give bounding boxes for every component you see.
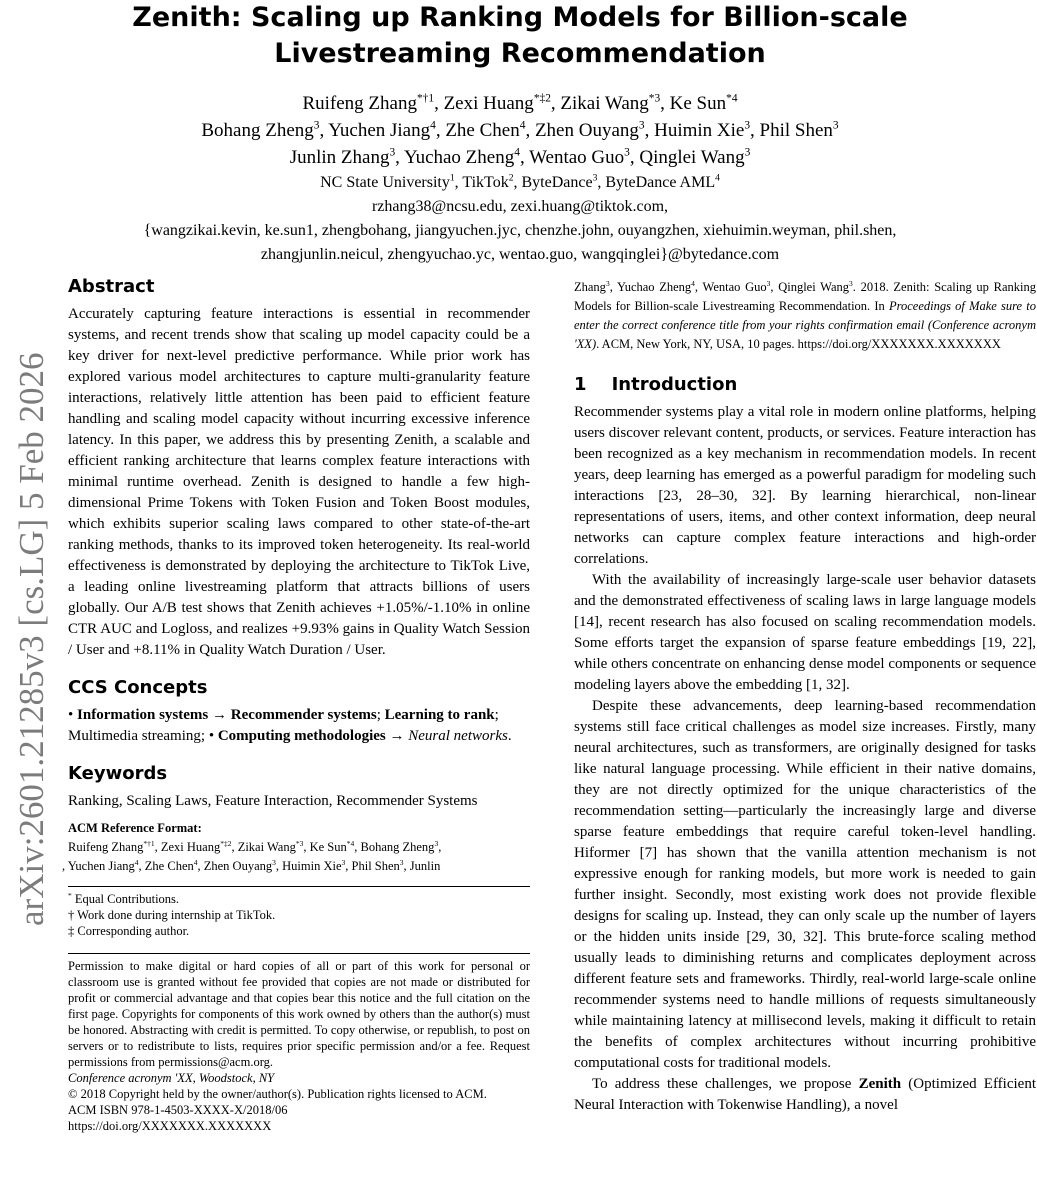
title-line-2: Livestreaming Recommendation (274, 38, 766, 69)
abstract-heading: Abstract (68, 276, 155, 297)
email-line-1: rzhang38@ncsu.edu, zexi.huang@tiktok.com, (371, 198, 669, 215)
author-line-1: Ruifeng Zhang$^{*\dagger 1}$, Zexi Huang$^{*\ddagger 2}$, Zikai Wang$^{*3}$, Ke Sun$^{*4}$ (302, 92, 738, 114)
permission-block (68, 958, 530, 1134)
author-list (100, 90, 940, 171)
ccs-heading: CCS Concepts (68, 677, 208, 698)
intro-paragraph-2: With the availability of increasingly large-scale user behavior datasets and the demonstrated effectiveness of scaling laws in large language models [14], recent research has also focused on scaling recommendation models. Some efforts target the expansion of sparse feature embeddings [19, 22], while others concentrate on enhancing dense model components or sequence modeling layers above the embedding [1, 32]. (574, 572, 1036, 693)
arxiv-identifier: arXiv:2601.21285v3 [cs.LG] 5 Feb 2026 (12, 352, 51, 926)
intro-paragraph-4: To address these challenges, we propose Zenith (Optimized Efficient Neural Interaction with Tokenwise Handling), a novel (574, 1076, 1036, 1113)
copyright-line: © 2018 Copyright held by the owner/author(s). Publication rights licensed to ACM. (68, 1087, 487, 1101)
conference-line: Conference acronym 'XX, Woodstock, NY (68, 1071, 275, 1085)
affiliation-line: NC State University$^1$, TikTok$^2$, ByteDance$^3$, ByteDance AML$^4$ (320, 172, 720, 191)
keywords-heading: Keywords (68, 763, 168, 784)
footnote-equal: * Equal Contributions. (68, 890, 180, 906)
right-column (574, 278, 1036, 1116)
footnote-corresponding: ‡ Corresponding author. (68, 924, 190, 938)
keywords-text: Ranking, Scaling Laws, Feature Interaction, Recommender Systems (68, 793, 478, 809)
permission-rule (68, 953, 530, 954)
ccs-concepts: • Information systems → Recommender systems; Learning to rank; Multimedia streaming; • Computing methodologies → Neural networks. (68, 707, 512, 744)
author-line-2: Bohang Zheng$^3$, Yuchen Jiang$^4$, Zhe Chen$^4$, Zhen Ouyang$^3$, Huimin Xie$^3$, Phil Shen$^3$ (201, 119, 839, 141)
title-line-1: Zenith: Scaling up Ranking Models for Billion-scale (132, 2, 908, 33)
email-line-3: zhangjunlin.neicul, zhengyuchao.yc, wentao.guo, wangqinglei}@bytedance.com (260, 246, 780, 263)
left-column (62, 274, 530, 1134)
author-line-3: Junlin Zhang$^3$, Yuchao Zheng$^4$, Wentao Guo$^3$, Qinglei Wang$^3$ (289, 146, 751, 168)
intro-paragraph-3: Despite these advancements, deep learning-based recommendation systems still face critical challenges as model size increases. Firstly, many neural architectures, such as transformers, are originally designed for tasks like natural language processing. While efficient in their native domains, they are not directly optimized for the unique characteristics of the recommendation setting—particularly the increasingly large and diverse sparse feature embeddings that require careful token-level handling. Hiformer [7] has shown that the vanilla attention mechanism is not expressive enough for ranking models, but more work is needed to gain further insight. Secondly, most existing work does not provide flexible designs for scaling up. Instead, they can only scale up the number of layers or the hidden units inside [29, 30, 32]. This brute-force scaling method usually leads to diminishing returns and complicates deployment across different feature sets and frameworks. Thirdly, real-world large-scale online recommender systems need to handle millions of requests simultaneously while maintaining latency at millisecond levels, making it difficult to retain the benefits of complex architectures without incurring prohibitive computational costs for traditional models. (574, 698, 1036, 1071)
email-line-2: {wangzikai.kevin, ke.sun1, zhengbohang, jiangyuchen.jyc, chenzhe.john, ouyangzhen, xiehuimin.weyman, phil.shen, (143, 222, 897, 239)
footnote-rule (68, 886, 530, 887)
affiliations (60, 171, 980, 267)
introduction-heading: 1 Introduction (574, 374, 738, 395)
abstract-text: Accurately capturing feature interactions is essential in recommender systems, and recent trends show that scaling up model capacity could be a key driver for next-level predictive performance. While prior work has explored various model architectures to capture multi-granularity feature interactions, relatively little attention has been paid to efficient feature handling and scaling model capacity without incurring excessive inference latency. In this paper, we address this by presenting Zenith, a scalable and efficient ranking architecture that learns complex feature interactions with minimal runtime overhead. Zenith is designed to handle a few high-dimensional Prime Tokens with Token Fusion and Token Boost modules, which exhibits superior scaling laws compared to other state-of-the-art ranking methods, thanks to its improved token heterogeneity. Its real-world effectiveness is demonstrated by deploying the architecture to TikTok Live, a leading online livestreaming platform that attracts billions of users globally. Our A/B test shows that Zenith achieves +1.05%/-1.10% in online CTR AUC and Logloss, and realizes +9.93% gains in Quality Watch Session / User and +8.11% in Quality Watch Duration / User. (68, 306, 530, 658)
acm-reference-left: ACM Reference Format: Ruifeng Zhang$^{*\dagger 1}$, Zexi Huang$^{*\ddagger 2}$, Zikai Wang$^{*3}$, Ke Sun$^{*4}$, Bohang Zheng$^3$, , Yuchen Jiang$^4$, Zhe Chen$^4$, Zhen Ouyang$^3$, Huimin Xie$^3$, Phil Shen$^3$, Junlin (62, 821, 442, 873)
footnote-internship: † Work done during internship at TikTok. (68, 908, 276, 922)
footnotes (68, 891, 530, 939)
acm-reference-right: Zhang$^3$, Yuchao Zheng$^4$, Wentao Guo$^3$, Qinglei Wang$^3$. 2018. Zenith: Scaling up Ranking Models for Billion-scale Livestreaming Recommendation. In Proceedings of Make sure to enter the correct conference title from your rights confirmation email (Conference acronym 'XX). ACM, New York, NY, USA, 10 pages. https://doi.org/XXXXXXX.XXXXXXX (574, 278, 1036, 351)
isbn-line: ACM ISBN 978-1-4503-XXXX-X/2018/06 (68, 1103, 288, 1117)
doi-line: https://doi.org/XXXXXXX.XXXXXXX (68, 1119, 272, 1133)
paper-title (120, 0, 920, 72)
permission-text: Permission to make digital or hard copies of all or part of this work for personal or classroom use is granted without fee provided that copies are not made or distributed for profit or commercial advantage and that copies bear this notice and the full citation on the first page. Copyrights for components of this work owned by others than the author(s) must be honored. Abstracting with credit is permitted. To copy otherwise, or republish, to post on servers or to redistribute to lists, requires prior specific permission and/or a fee. Request permissions from permissions@acm.org. (68, 959, 530, 1069)
intro-paragraph-1: Recommender systems play a vital role in modern online platforms, helping users discover relevant content, products, or services. Feature interaction has been recognized as a key mechanism in recommendation models. In recent years, deep learning has emerged as a powerful paradigm for modeling such interactions [23, 28–30, 32]. By learning hierarchical, non-linear representations of users, items, and other context information, deep neural networks can capture complex feature interactions and high-order correlations. (574, 404, 1036, 567)
